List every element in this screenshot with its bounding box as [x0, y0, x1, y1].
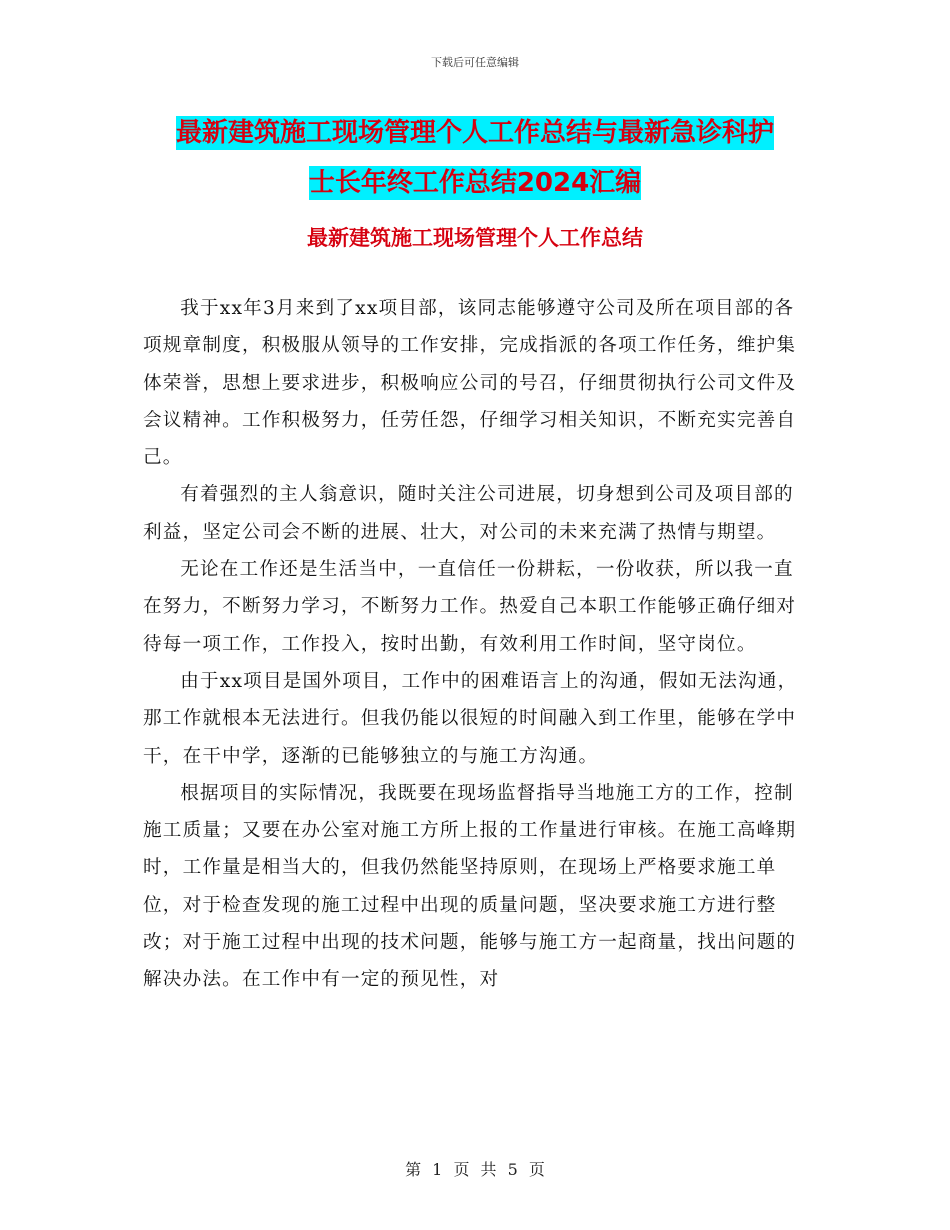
page-header-note: 下载后可任意编辑: [431, 56, 519, 69]
page-footer: 第 1 页 共 5 页: [405, 1160, 545, 1179]
paragraph: 由于xx项目是国外项目，工作中的困难语言上的沟通，假如无法沟通，那工作就根本无法进行。但我仍能以很短的时间融入到工作里，能够在学中干，在干中学，逐渐的已能够独立的与施工方沟通。: [143, 670, 798, 767]
document-title-line-2: 士长年终工作总结2024汇编: [308, 168, 642, 198]
paragraph: 我于xx年3月来到了xx项目部，该同志能够遵守公司及所在项目部的各项规章制度，积极服从领导的工作安排，完成指派的各项工作任务，维护集体荣誉，思想上要求进步，积极响应公司的号召，仔细贯彻执行公司文件及会议精神。工作积极努力，任劳任怨，仔细学习相关知识，不断充实完善自己。: [143, 298, 797, 469]
body-text: [143, 290, 811, 999]
paragraph: 有着强烈的主人翁意识，随时关注公司进展，切身想到公司及项目部的利益，坚定公司会不断的进展、壮大，对公司的未来充满了热情与期望。: [143, 484, 794, 543]
paragraph: 根据项目的实际情况，我既要在现场监督指导当地施工方的工作，控制施工质量；又要在办公室对施工方所上报的工作量进行审核。在施工高峰期时，工作量是相当大的，但我仍然能坚持原则，在现场上严格要求施工单位，对于检查发现的施工过程中出现的质量问题，坚决要求施工方进行整改；对于施工过程中出现的技术问题，能够与施工方一起商量，找出问题的解决办法。在工作中有一定的预见性，对: [143, 782, 797, 991]
document-title-line-1: 最新建筑施工现场管理个人工作总结与最新急诊科护: [175, 118, 774, 148]
document-title: [0, 108, 950, 208]
section-title: 最新建筑施工现场管理个人工作总结: [307, 226, 643, 250]
paragraph: 无论在工作还是生活当中，一直信任一份耕耘，一份收获，所以我一直在努力，不断努力学习，不断努力工作。热爱自己本职工作能够正确仔细对待每一项工作，工作投入，按时出勤，有效利用工作时间，坚守岗位。: [143, 559, 797, 655]
